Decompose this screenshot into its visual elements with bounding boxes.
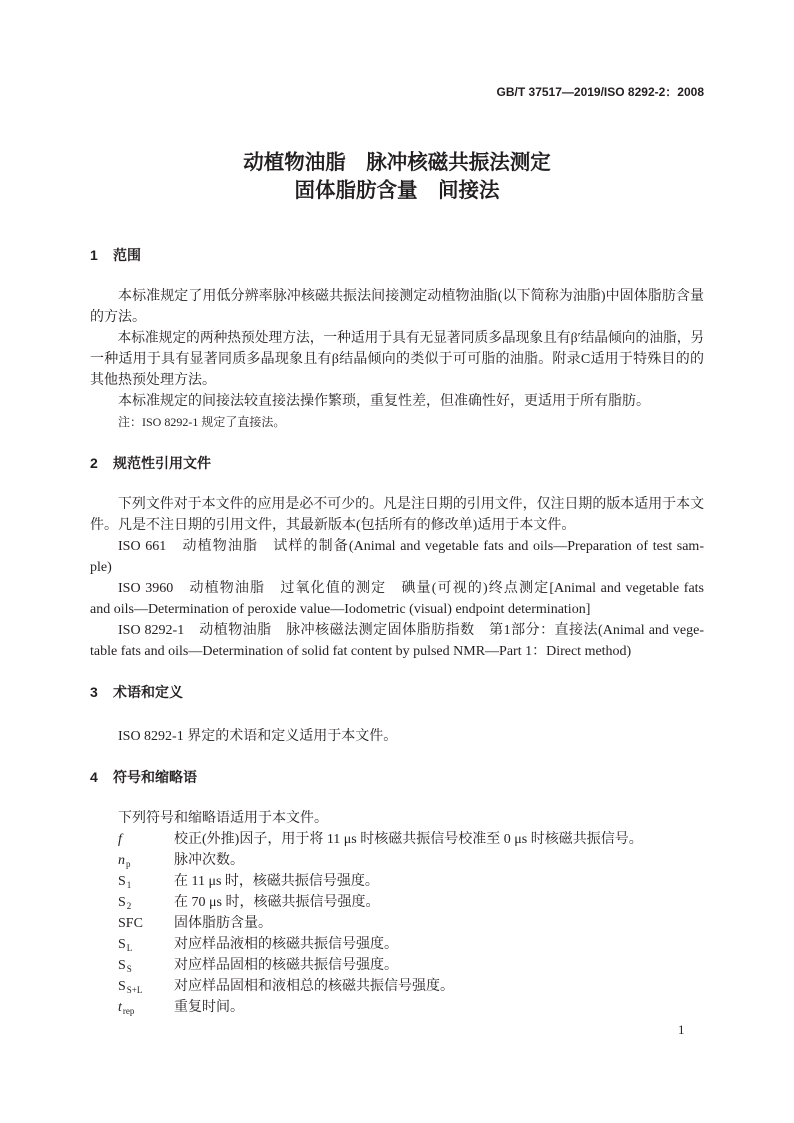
section-heading: [90, 767, 704, 788]
reference-line: and oils—Determination of peroxide value—Iodometric (visual) endpoint determination]: [90, 602, 591, 617]
symbol: [118, 892, 174, 913]
section-scope: [90, 245, 704, 433]
symbol: [118, 955, 174, 976]
symbol: [118, 934, 174, 955]
section-number: 1: [90, 247, 98, 263]
document-title: [0, 149, 794, 205]
section-heading: [90, 453, 704, 474]
symbol-base: S: [118, 895, 126, 910]
symbol: [118, 871, 174, 892]
note: 注：ISO 8292-1 规定了直接法。: [118, 415, 286, 429]
paragraph: [90, 494, 704, 536]
paragraph: [90, 726, 704, 747]
symbol-base: f: [118, 832, 122, 847]
symbol-description: 脉冲次数。: [174, 853, 244, 868]
paragraph-line: 下列符号和缩略语适用于本文件。: [118, 811, 328, 826]
reference-line: table fats and oils—Determination of solid fat content by pulsed NMR—Part 1：Direct method): [90, 644, 632, 659]
symbol-base: S: [118, 874, 126, 889]
paragraph: [90, 286, 704, 328]
symbol-description: 校正(外推)因子，用于将 11 μs 时核磁共振信号校准至 0 μs 时核磁共振信号。: [174, 832, 643, 847]
symbol: [118, 829, 174, 850]
symbol-base: S: [118, 937, 126, 952]
symbol-description: 在 70 μs 时，核磁共振信号强度。: [174, 895, 380, 910]
paragraph-line: ISO 8292-1 界定的术语和定义适用于本文件。: [118, 729, 398, 744]
section-heading: [90, 682, 704, 703]
reference-line: ISO 661 动植物油脂 试样的制备(Animal and vegetable fats and oils—Preparation of test sam-: [118, 539, 704, 554]
section-terms-definitions: [90, 682, 704, 747]
section-normative-references: [90, 453, 704, 662]
symbol-description: 对应样品固相的核磁共振信号强度。: [174, 958, 398, 973]
paragraph-line: 件。凡是不注日期的引用文件，其最新版本(包括所有的修改单)适用于本文件。: [90, 518, 576, 533]
paragraph: [90, 808, 704, 829]
symbol-subscript: p: [126, 859, 131, 869]
symbol-subscript: L: [126, 943, 133, 953]
symbol-subscript: 2: [126, 901, 132, 911]
symbol: [118, 997, 174, 1018]
section-title: 规范性引用文件: [113, 455, 211, 471]
symbol-row: [90, 850, 704, 871]
symbol-row: [90, 976, 704, 997]
symbol-description: 重复时间。: [174, 1000, 244, 1015]
symbol-list: [90, 829, 704, 1018]
reference-entry: [90, 578, 704, 620]
paragraph-line: 下列文件对于本文件的应用是必不可少的。凡是注日期的引用文件，仅注日期的版本适用于本文: [117, 497, 705, 512]
section-title: 术语和定义: [113, 684, 183, 700]
section-title: 符号和缩略语: [113, 769, 197, 785]
title-line: 固体脂肪含量 间接法: [294, 179, 500, 202]
symbol-row: [90, 913, 704, 934]
symbol-base: n: [118, 853, 125, 868]
paragraph-line: 本标准规定的间接法较直接法操作繁琐，重复性差，但准确性好，更适用于所有脂肪。: [118, 394, 650, 409]
symbol: [118, 913, 174, 934]
paragraph: [90, 328, 704, 391]
symbol-row: [90, 892, 704, 913]
symbol: [118, 850, 174, 871]
symbol-subscript: rep: [122, 1006, 135, 1016]
symbol-base: t: [118, 1000, 122, 1015]
title-line: 动植物油脂 脉冲核磁共振法测定: [243, 151, 551, 174]
section-symbols-abbreviations: [90, 767, 704, 1018]
symbol-row: [90, 871, 704, 892]
paragraph-line: 本标准规定了用低分辨率脉冲核磁共振法间接测定动植物油脂(以下简称为油脂)中固体脂肪含量: [118, 289, 704, 304]
paragraph: [90, 391, 704, 412]
symbol-row: [90, 934, 704, 955]
section-heading: [90, 245, 704, 266]
page-number: 1: [678, 1022, 685, 1037]
symbol-description: 对应样品固相和液相总的核磁共振信号强度。: [174, 979, 454, 994]
reference-entry: [90, 536, 704, 578]
symbol-row: [90, 997, 704, 1018]
symbol-row: [90, 829, 704, 850]
paragraph-line: 的方法。: [90, 310, 146, 325]
section-number: 2: [90, 455, 98, 471]
symbol-row: [90, 955, 704, 976]
reference-line: ISO 8292-1 动植物油脂 脉冲核磁法测定固体脂肪指数 第1部分：直接法(Animal and vege-: [118, 623, 704, 638]
symbol-description: 对应样品液相的核磁共振信号强度。: [174, 937, 398, 952]
standard-code-header: GB/T 37517—2019/ISO 8292-2：2008: [496, 85, 704, 99]
symbol-base: S: [118, 979, 126, 994]
symbol: [118, 976, 174, 997]
symbol-base: SFC: [118, 916, 143, 931]
symbol-subscript: 1: [126, 880, 132, 890]
reference-line: ple): [90, 560, 112, 575]
section-title: 范围: [113, 247, 141, 263]
reference-entry: [90, 620, 704, 662]
section-number: 3: [90, 684, 98, 700]
symbol-description: 在 11 μs 时，核磁共振信号强度。: [174, 874, 379, 889]
paragraph-line: 一种适用于具有显著同质多晶现象且有β结晶倾向的类似于可可脂的油脂。附录C适用于特殊目的的: [90, 352, 704, 367]
section-number: 4: [90, 769, 98, 785]
symbol-subscript: S: [126, 964, 132, 974]
document-body: [90, 245, 704, 1018]
paragraph-line: 本标准规定的两种热预处理方法，一种适用于具有无显著同质多晶现象且有β′结晶倾向的油脂，另: [117, 331, 705, 346]
reference-line: ISO 3960 动植物油脂 过氧化值的测定 碘量(可视的)终点测定[Animal and vegetable fats: [118, 581, 704, 596]
symbol-subscript: S+L: [126, 985, 143, 995]
paragraph-line: 其他热预处理方法。: [90, 373, 216, 388]
symbol-description: 固体脂肪含量。: [174, 916, 272, 931]
symbol-base: S: [118, 958, 126, 973]
